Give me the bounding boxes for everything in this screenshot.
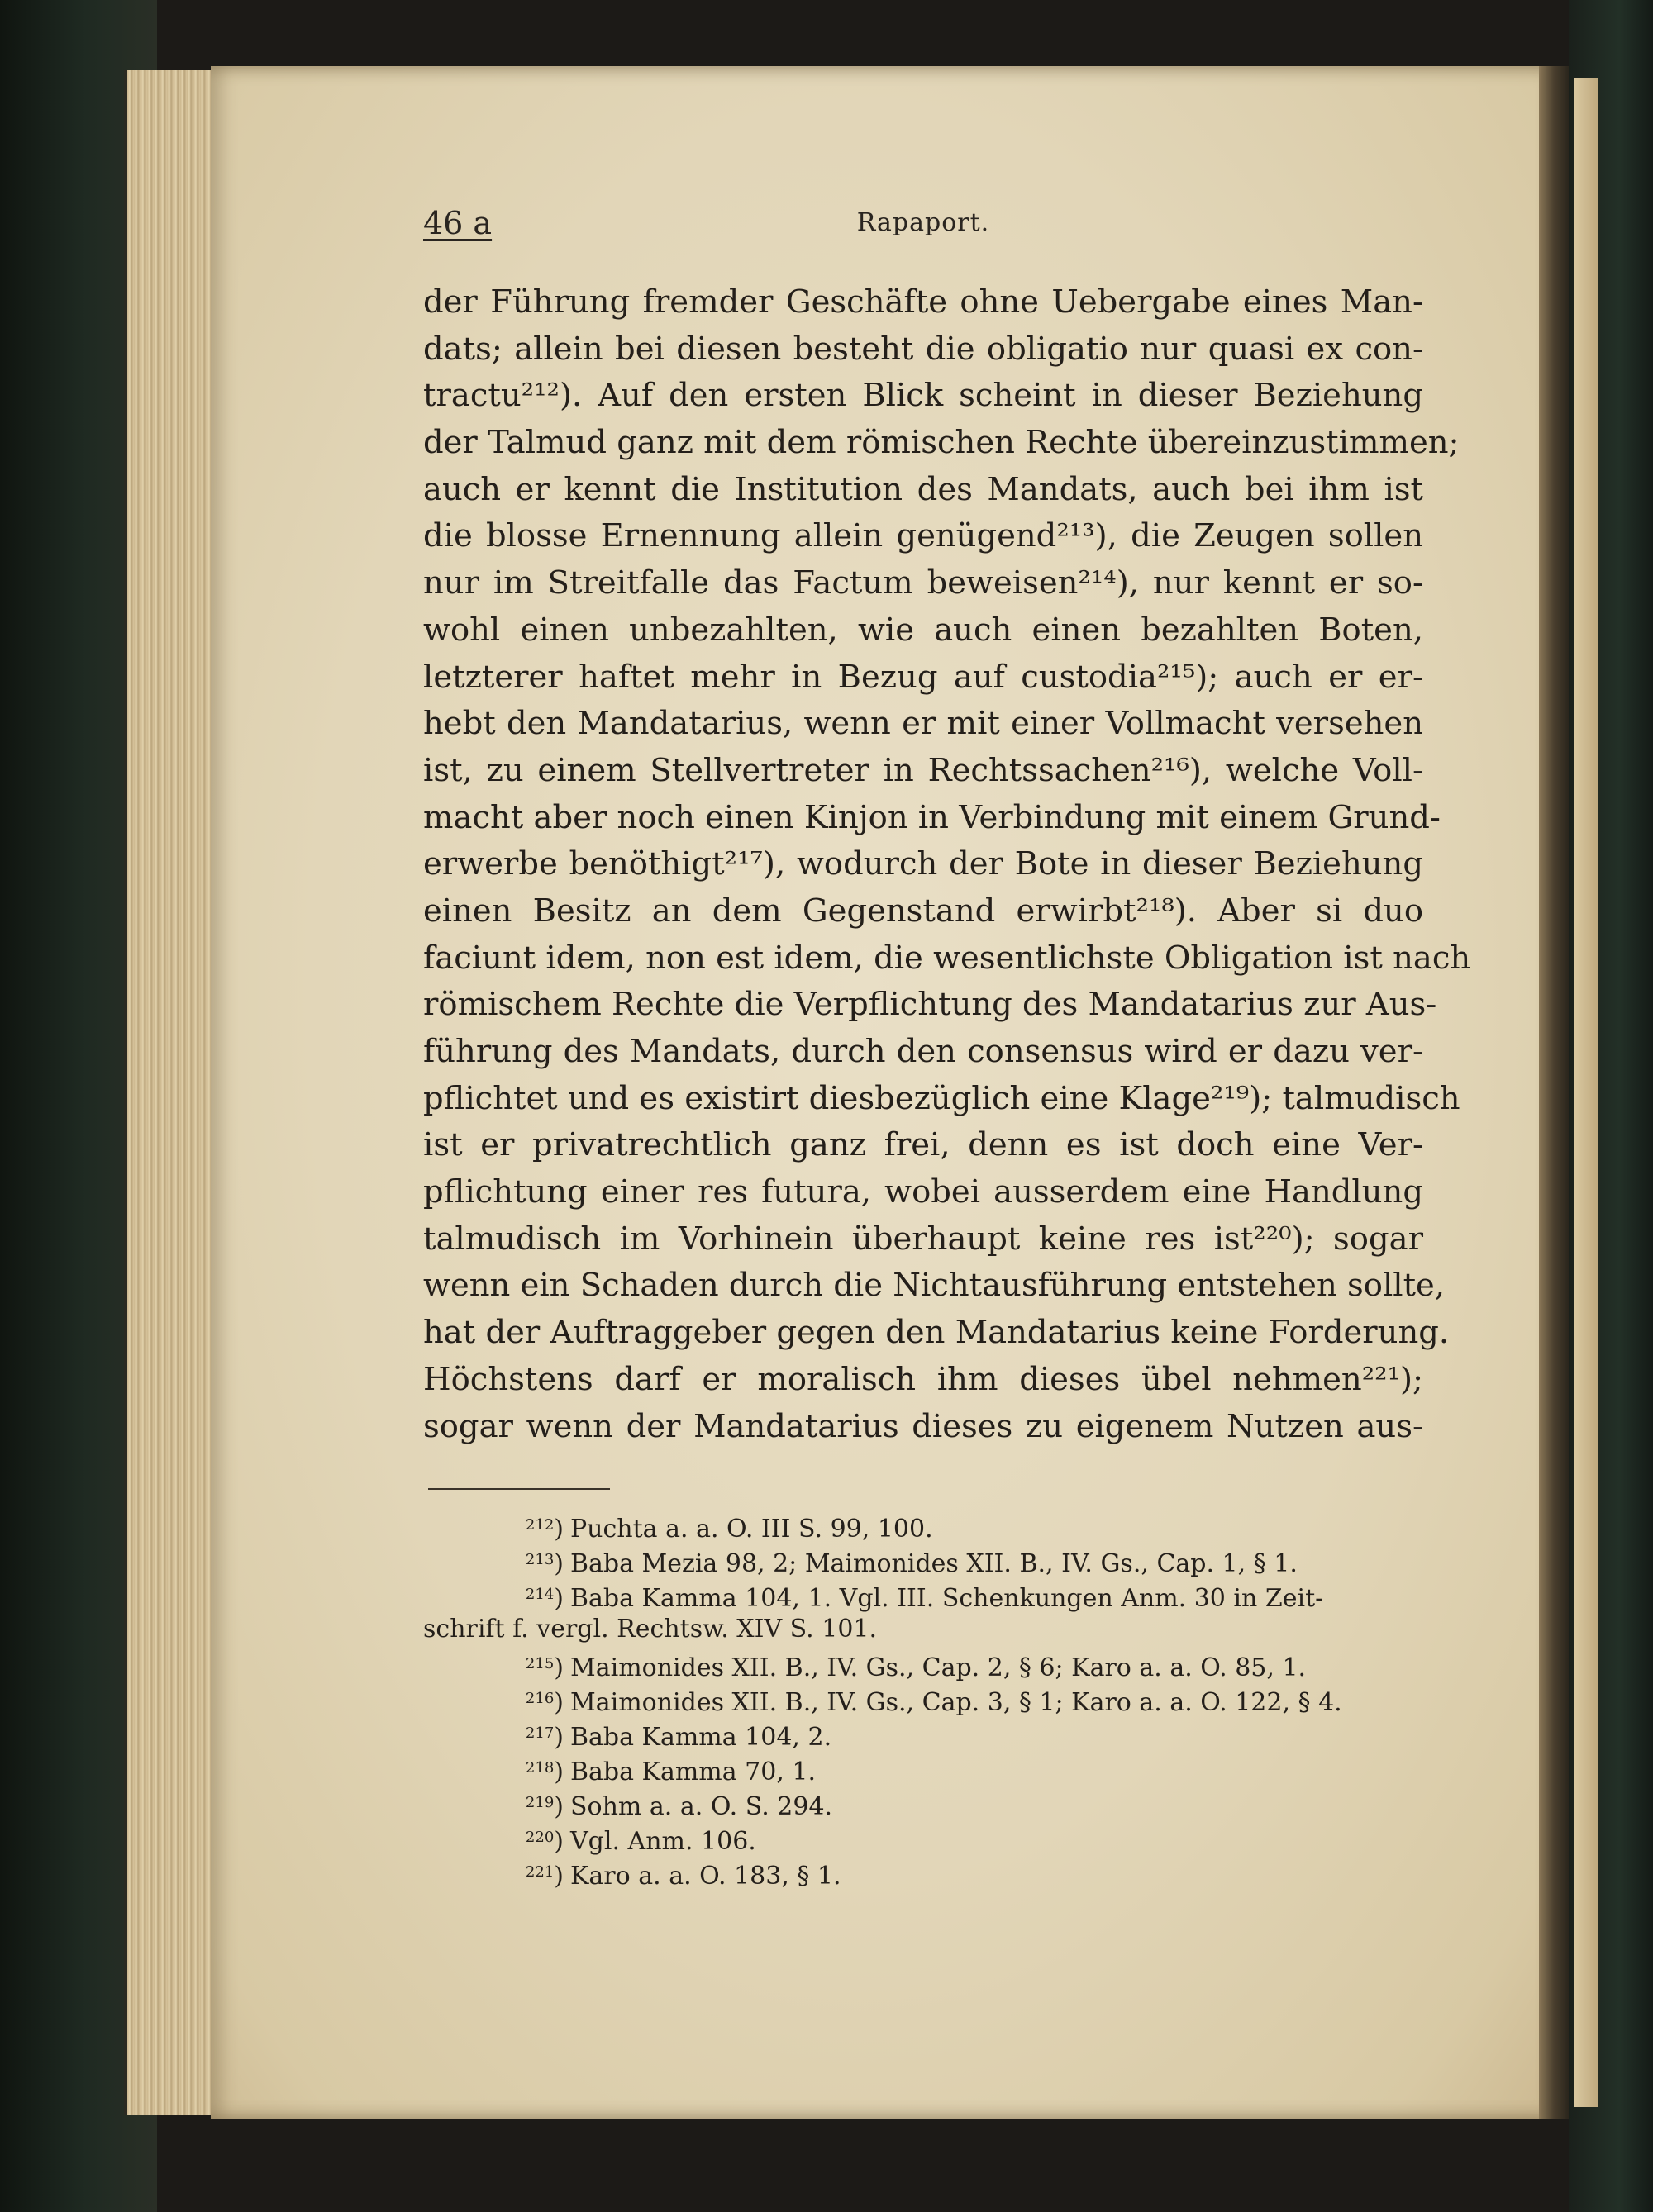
text-line: ist, zu einem Stellvertreter in Rechtssachen²¹⁶), welche Voll- xyxy=(423,751,1423,789)
footnote-mark: $^{217}$) xyxy=(525,1723,564,1752)
footnote-mark: $^{220}$) xyxy=(525,1827,564,1856)
footnote xyxy=(423,1577,1423,1612)
page-edges xyxy=(124,70,218,2115)
text-line: faciunt idem, non est idem, die wesentlichste Obligation ist nach xyxy=(423,939,1471,977)
footnote-mark: $^{213}$) xyxy=(525,1549,564,1578)
footnote-text: Baba Mezia 98, 2; Maimonides XII. B., IV. Gs., Cap. 1, § 1. xyxy=(570,1549,1298,1578)
footnote-mark: $^{215}$) xyxy=(525,1653,564,1682)
text-line: Höchstens darf er moralisch ihm dieses übel nehmen²²¹); xyxy=(423,1360,1423,1398)
text-line: letzterer haftet mehr in Bezug auf custodia²¹⁵); auch er er- xyxy=(423,658,1423,696)
text-line: einen Besitz an dem Gegenstand erwirbt²¹⁸). Aber si duo xyxy=(423,892,1423,930)
page-header xyxy=(423,205,1423,246)
footnote-separator xyxy=(428,1488,610,1490)
footnote-text: Maimonides XII. B., IV. Gs., Cap. 3, § 1; Karo a. a. O. 122, § 4. xyxy=(570,1688,1342,1717)
footnote xyxy=(423,1508,1423,1543)
running-head: Rapaport. xyxy=(856,208,990,237)
footnote-mark: $^{212}$) xyxy=(525,1515,564,1544)
footnote-text: Puchta a. a. O. III S. 99, 100. xyxy=(570,1515,933,1544)
text-line: hebt den Mandatarius, wenn er mit einer Vollmacht versehen xyxy=(423,705,1423,743)
footnote xyxy=(423,1647,1423,1682)
text-line: sogar wenn der Mandatarius dieses zu eigenem Nutzen aus- xyxy=(423,1407,1423,1445)
text-line: führung des Mandats, durch den consensus wird er dazu ver- xyxy=(423,1033,1423,1070)
text-line: talmudisch im Vorhinein überhaupt keine res ist²²⁰); sogar xyxy=(423,1220,1423,1258)
text-line: tractu²¹²). Auf den ersten Blick scheint in dieser Beziehung xyxy=(423,377,1423,415)
footnote-text: schrift f. vergl. Rechtsw. XIV S. 101. xyxy=(423,1615,878,1644)
text-line: macht aber noch einen Kinjon in Verbindung mit einem Grund- xyxy=(423,798,1441,836)
text-line: pflichtet und es existirt diesbezüglich eine Klage²¹⁹); talmudisch xyxy=(423,1079,1460,1117)
footnote-text: Baba Kamma 104, 2. xyxy=(570,1723,832,1752)
text-line: wohl einen unbezahlten, wie auch einen bezahlten Boten, xyxy=(423,611,1423,649)
footnote-mark: $^{219}$) xyxy=(525,1792,564,1821)
footnote xyxy=(423,1751,1423,1786)
footnote-text: Baba Kamma 104, 1. Vgl. III. Schenkungen Anm. 30 in Zeit- xyxy=(570,1584,1324,1613)
footnote-mark: $^{218}$) xyxy=(525,1758,564,1786)
text-line: hat der Auftraggeber gegen den Mandatarius keine Forderung. xyxy=(423,1314,1450,1352)
body-text xyxy=(423,279,1471,1450)
next-page-edge xyxy=(1574,78,1598,2107)
footnote-mark: $^{221}$) xyxy=(525,1862,564,1891)
footnote xyxy=(423,1682,1423,1716)
footnote-text: Maimonides XII. B., IV. Gs., Cap. 2, § 6; Karo a. a. O. 85, 1. xyxy=(570,1653,1307,1682)
footnote-text: Sohm a. a. O. S. 294. xyxy=(570,1792,833,1821)
text-line: wenn ein Schaden durch die Nichtausführung entstehen sollte, xyxy=(423,1267,1446,1305)
text-line: die blosse Ernennung allein genügend²¹³), die Zeugen sollen xyxy=(423,517,1423,555)
footnote-mark: $^{216}$) xyxy=(525,1688,564,1717)
footnote xyxy=(423,1786,1423,1820)
text-line: dats; allein bei diesen besteht die obligatio nur quasi ex con- xyxy=(423,330,1423,368)
book-gutter xyxy=(1539,66,1569,2119)
footnote xyxy=(423,1855,1423,1890)
footnotes xyxy=(423,1508,1423,1890)
footnote xyxy=(423,1543,1423,1577)
page-number: 46 a xyxy=(423,205,493,241)
footnote xyxy=(423,1716,1423,1751)
footnote-text: Karo a. a. O. 183, § 1. xyxy=(570,1862,841,1891)
text-line: der Talmud ganz mit dem römischen Rechte übereinzustimmen; xyxy=(423,424,1460,462)
text-line: ist er privatrechtlich ganz frei, denn es ist doch eine Ver- xyxy=(423,1126,1423,1164)
footnote-text: Vgl. Anm. 106. xyxy=(570,1827,756,1856)
text-line: der Führung fremder Geschäfte ohne Uebergabe eines Man- xyxy=(423,283,1423,321)
footnote-mark: $^{214}$) xyxy=(525,1584,564,1613)
text-line: auch er kennt die Institution des Mandats, auch bei ihm ist xyxy=(423,470,1423,508)
text-line: erwerbe benöthigt²¹⁷), wodurch der Bote in dieser Beziehung xyxy=(423,845,1423,883)
footnote xyxy=(423,1820,1423,1855)
footnote-continuation xyxy=(423,1612,1423,1647)
text-line: nur im Streitfalle das Factum beweisen²¹⁴), nur kennt er so- xyxy=(423,564,1423,602)
text-line: römischem Rechte die Verpflichtung des Mandatarius zur Aus- xyxy=(423,986,1437,1024)
text-line: pflichtung einer res futura, wobei ausserdem eine Handlung xyxy=(423,1173,1423,1211)
footnote-text: Baba Kamma 70, 1. xyxy=(570,1758,817,1786)
